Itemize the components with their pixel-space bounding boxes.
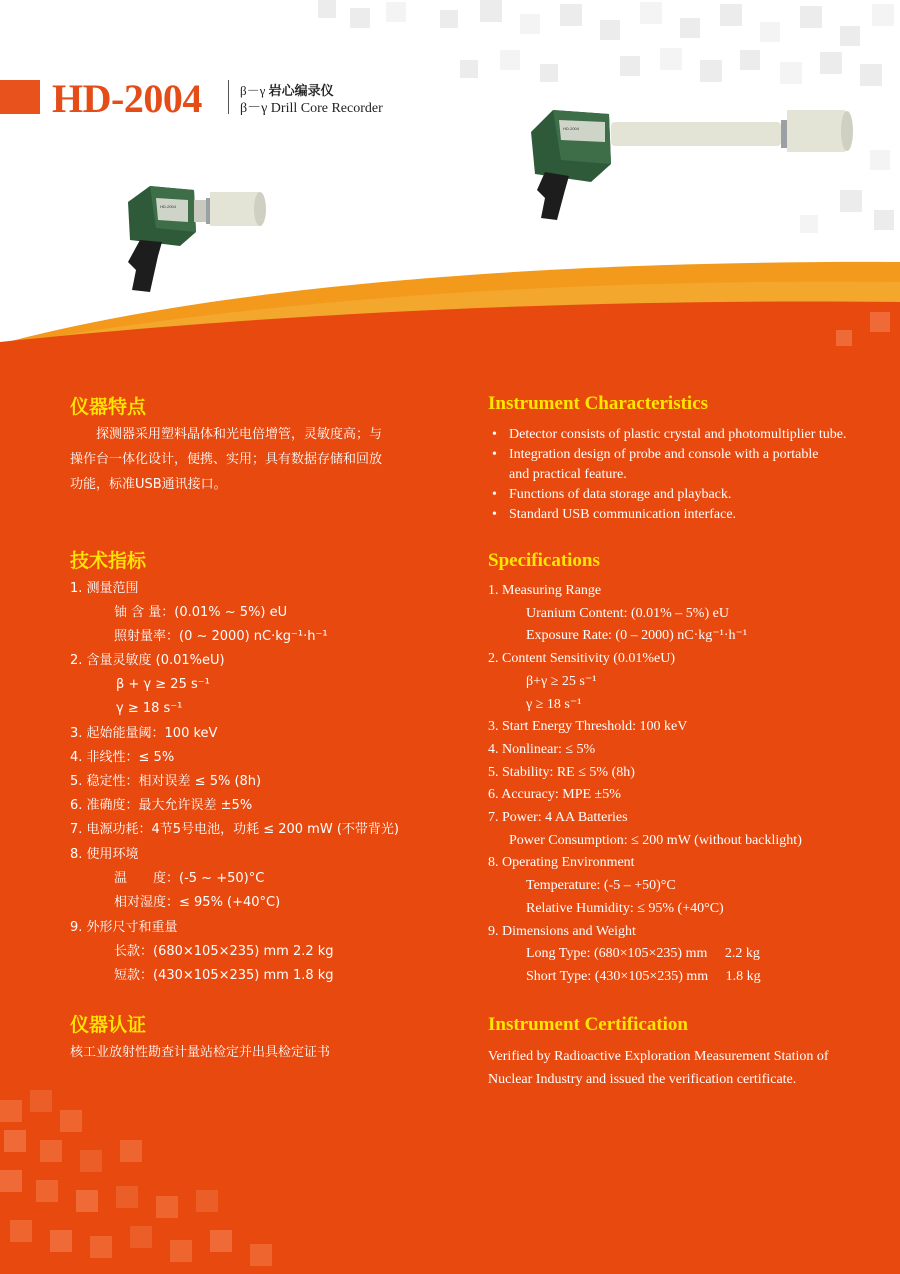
en-spec-line: 1. Measuring Range <box>488 583 602 598</box>
title-accent-bar <box>0 80 40 114</box>
en-spec-line: Uranium Content: (0.01% – 5%) eU <box>526 606 729 621</box>
en-spec-line: 5. Stability: RE ≤ 5% (8h) <box>488 765 635 780</box>
bullet-dot: • <box>492 447 497 462</box>
cn-spec-line: 相对湿度：≤ 95% (+40°C) <box>114 895 281 910</box>
cn-features-line: 操作台一体化设计，便携、实用；具有数据存储和回放 <box>70 452 383 467</box>
en-cert-line: Verified by Radioactive Exploration Measurement Station of <box>488 1049 829 1064</box>
en-specs-list <box>488 581 888 991</box>
en-spec-line: Long Type: (680×105×235) mm 2.2 kg <box>526 946 760 961</box>
en-spec-line: 9. Dimensions and Weight <box>488 924 636 939</box>
cn-spec-line: 9. 外形尺寸和重量 <box>70 920 178 935</box>
en-cert-line: Nuclear Industry and issued the verification certificate. <box>488 1072 797 1087</box>
cn-spec-line: 温 度：(-5 ~ +50)°C <box>114 871 265 886</box>
en-spec-line: Exposure Rate: (0 – 2000) nC·kg⁻¹·h⁻¹ <box>526 628 748 643</box>
cn-specs-title: 技术指标 <box>70 550 147 572</box>
short-device-label: HD-2004 <box>160 204 177 209</box>
en-spec-line: Temperature: (-5 – +50)°C <box>526 878 676 893</box>
cn-spec-line: 7. 电源功耗：4节5号电池，功耗 ≤ 200 mW (不带背光) <box>70 822 399 837</box>
en-feature-item: Integration design of probe and console with a portable <box>509 447 819 462</box>
en-features-title: Instrument Characteristics <box>488 393 709 414</box>
en-spec-line: 6. Accuracy: MPE ±5% <box>488 787 621 802</box>
cn-cert-text: 核工业放射性勘查计量站检定并出具检定证书 <box>70 1045 331 1060</box>
en-features-list <box>488 425 858 525</box>
en-specs-title: Specifications <box>488 550 600 571</box>
title-divider <box>228 80 229 114</box>
subtitle-en: β－γ Drill Core Recorder <box>240 101 383 116</box>
cn-features-body <box>70 422 440 497</box>
bullet-dot: • <box>492 427 497 442</box>
bullet-dot: • <box>492 507 497 522</box>
en-cert-text <box>488 1045 858 1091</box>
cn-spec-line: 6. 准确度：最大允许误差 ±5% <box>70 798 253 813</box>
cn-features-line: 功能，标准USB通讯接口。 <box>70 477 227 492</box>
cn-spec-line: 5. 稳定性：相对误差 ≤ 5% (8h) <box>70 774 262 789</box>
en-spec-line: 7. Power: 4 AA Batteries <box>488 810 628 825</box>
cn-spec-line: 照射量率：(0 ~ 2000) nC·kg⁻¹·h⁻¹ <box>114 629 328 644</box>
cn-spec-line: 8. 使用环境 <box>70 847 139 862</box>
en-spec-line: β+γ ≥ 25 s⁻¹ <box>526 674 597 689</box>
model-title: HD-2004 <box>52 76 202 121</box>
en-spec-line: 8. Operating Environment <box>488 855 635 870</box>
en-cert-title: Instrument Certification <box>488 1014 688 1035</box>
en-feature-item: Functions of data storage and playback. <box>509 487 732 502</box>
cn-cert-title: 仪器认证 <box>70 1014 147 1036</box>
en-spec-line: 3. Start Energy Threshold: 100 keV <box>488 719 688 734</box>
short-device-image <box>110 180 280 300</box>
cn-spec-line: 2. 含量灵敏度 (0.01%eU) <box>70 653 225 668</box>
long-device-label: HD-2004 <box>563 126 580 131</box>
en-spec-line: Power Consumption: ≤ 200 mW (without backlight) <box>509 833 802 848</box>
cn-spec-line: β + γ ≥ 25 s⁻¹ <box>116 677 210 692</box>
cn-spec-line: 短款：(430×105×235) mm 1.8 kg <box>114 968 334 983</box>
cn-specs-list <box>70 576 470 1006</box>
en-feature-item: Detector consists of plastic crystal and photomultiplier tube. <box>509 427 847 442</box>
cn-spec-line: 铀 含 量：(0.01% ~ 5%) eU <box>114 605 288 620</box>
en-spec-line: Relative Humidity: ≤ 95% (+40°C) <box>526 901 724 916</box>
subtitle-cn-prefix: β－γ <box>240 83 266 98</box>
subtitle-cn-text: 岩心编录仪 <box>268 84 334 99</box>
en-spec-line: 4. Nonlinear: ≤ 5% <box>488 742 596 757</box>
cn-features-line: 探测器采用塑料晶体和光电倍增管，灵敏度高；与 <box>70 427 383 442</box>
en-spec-line: 2. Content Sensitivity (0.01%eU) <box>488 651 676 666</box>
cn-spec-line: 3. 起始能量阈：100 keV <box>70 726 218 741</box>
en-feature-item: Standard USB communication interface. <box>509 507 737 522</box>
cn-spec-line: γ ≥ 18 s⁻¹ <box>116 701 183 716</box>
en-spec-line: Short Type: (430×105×235) mm 1.8 kg <box>526 969 761 984</box>
cn-spec-line: 长款：(680×105×235) mm 2.2 kg <box>114 944 334 959</box>
en-feature-item: and practical feature. <box>509 467 627 482</box>
cn-spec-line: 4. 非线性：≤ 5% <box>70 750 175 765</box>
en-spec-line: γ ≥ 18 s⁻¹ <box>526 697 582 712</box>
long-device-image <box>525 98 865 228</box>
bullet-dot: • <box>492 487 497 502</box>
cn-spec-line: 1. 测量范围 <box>70 581 139 596</box>
cn-features-title: 仪器特点 <box>70 396 147 418</box>
